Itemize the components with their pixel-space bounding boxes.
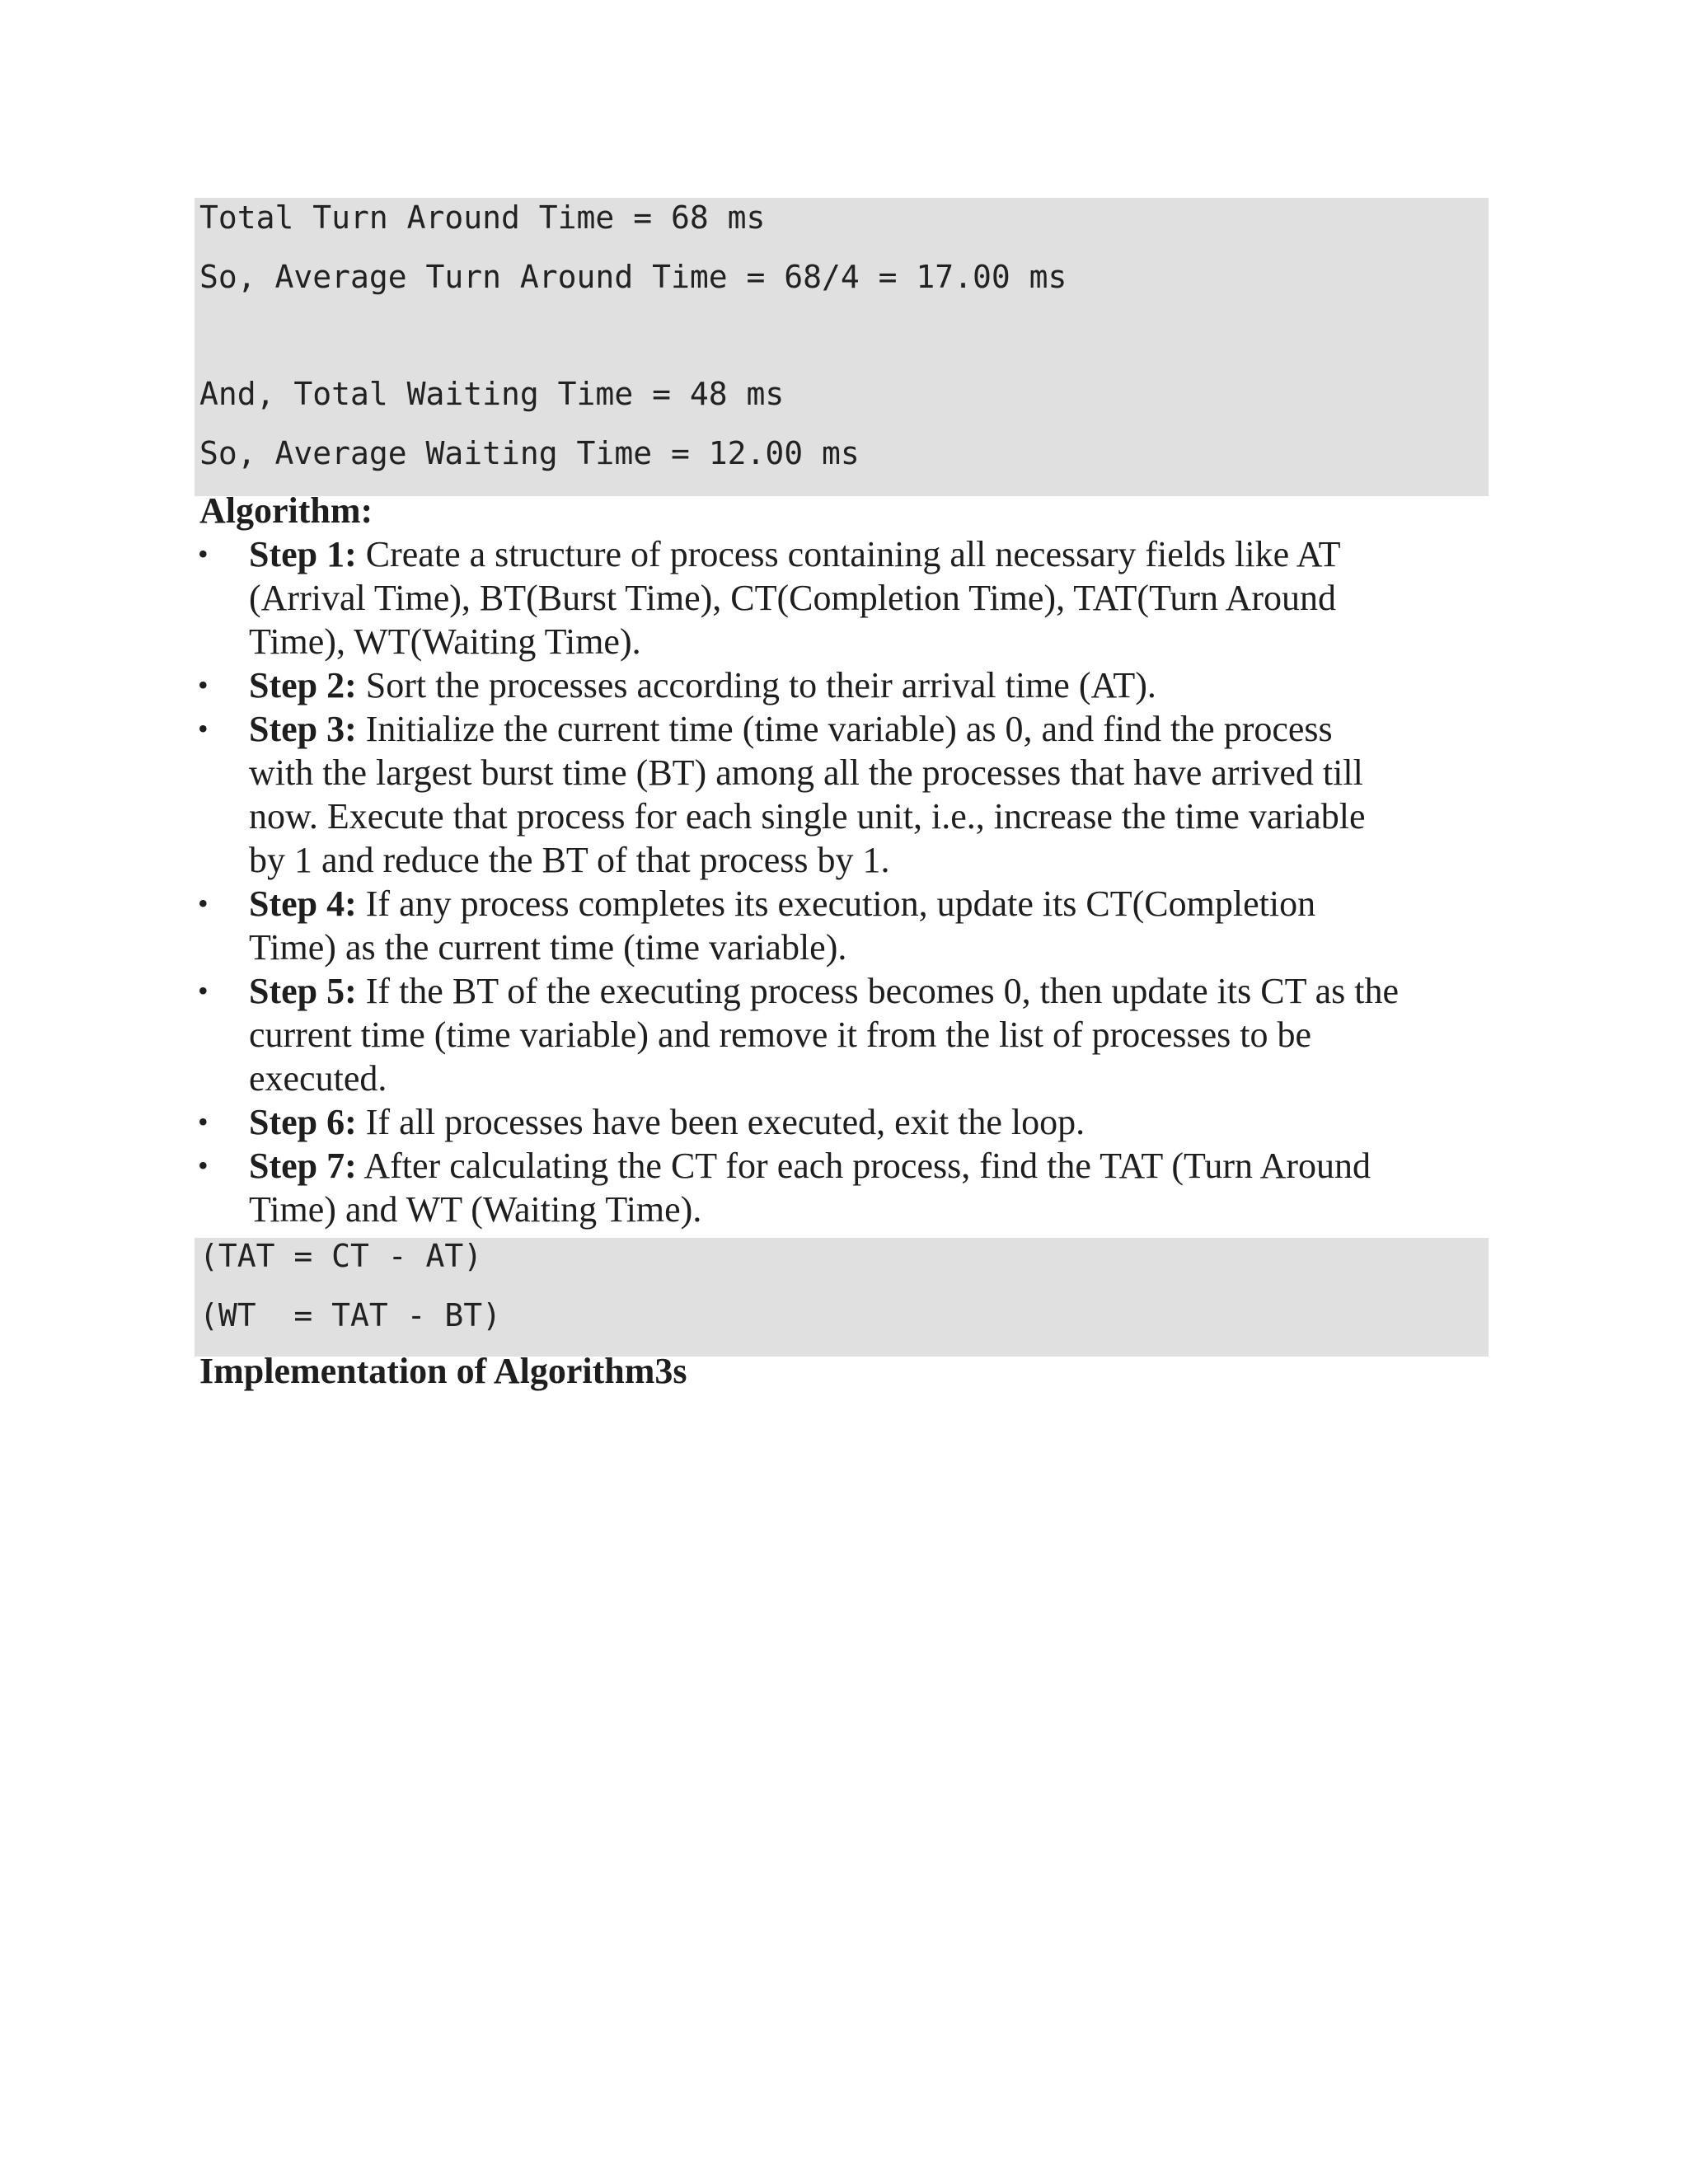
- bullet-icon: •: [198, 668, 209, 701]
- step-label: Step 4:: [249, 883, 357, 924]
- step-line: [249, 532, 1485, 576]
- step-line: (Arrival Time), BT(Burst Time), CT(Completion Time), TAT(Turn Around: [249, 578, 1337, 618]
- implementation-heading: Implementation of Algorithm3s: [199, 1351, 687, 1391]
- step-text: [249, 532, 1485, 663]
- step-label: Step 5:: [249, 971, 357, 1011]
- bullet-icon: •: [198, 887, 209, 920]
- step-text-segment: Initialize the current time (time variable) as 0, and find the process: [356, 709, 1333, 749]
- code-line-wt-formula: (WT = TAT - BT): [199, 1297, 502, 1333]
- step-label: Step 3:: [249, 709, 357, 749]
- step-line: by 1 and reduce the BT of that process by 1.: [249, 840, 890, 880]
- step-text-segment: Sort the processes according to their arrival time (AT).: [356, 665, 1156, 705]
- step-line: Time) and WT (Waiting Time).: [249, 1189, 702, 1230]
- step-line: [249, 663, 1485, 707]
- step-line: [249, 882, 1485, 926]
- bullet-icon: •: [198, 974, 209, 1007]
- step-text-segment: Create a structure of process containing all necessary fields like AT: [356, 534, 1341, 574]
- step-text: [249, 663, 1485, 707]
- bullet-icon: •: [198, 712, 209, 745]
- code-line-average-wt: So, Average Waiting Time = 12.00 ms: [199, 435, 860, 471]
- step-label: Step 1:: [249, 534, 357, 574]
- step-line: current time (time variable) and remove it from the list of processes to be: [249, 1015, 1311, 1055]
- algorithm-heading: Algorithm:: [199, 490, 373, 531]
- step-text-segment: If the BT of the executing process becomes 0, then update its CT as the: [356, 971, 1400, 1011]
- bullet-icon: •: [198, 537, 209, 570]
- step-line: now. Execute that process for each single unit, i.e., increase the time variable: [249, 796, 1366, 837]
- step-line: [249, 707, 1485, 751]
- bullet-icon: •: [198, 1105, 209, 1138]
- step-text-segment: After calculating the CT for each process, find the TAT (Turn Around: [356, 1146, 1372, 1186]
- step-line: [249, 969, 1485, 1013]
- step-line: [249, 1100, 1485, 1144]
- step-label: Step 6:: [249, 1102, 357, 1142]
- step-line: Time) as the current time (time variable).: [249, 927, 847, 968]
- step-text: [249, 882, 1485, 969]
- code-block-results: [195, 198, 1489, 496]
- code-line-total-wt: And, Total Waiting Time = 48 ms: [199, 376, 785, 412]
- step-text: [249, 969, 1485, 1100]
- code-block-formulas: [195, 1238, 1489, 1357]
- step-line: [249, 1144, 1485, 1188]
- step-text: [249, 707, 1485, 882]
- step-text: [249, 1100, 1485, 1144]
- code-line-total-tat: Total Turn Around Time = 68 ms: [199, 199, 766, 236]
- step-text-segment: If all processes have been executed, exit the loop.: [356, 1102, 1085, 1142]
- step-line: executed.: [249, 1058, 387, 1099]
- code-line-average-tat: So, Average Turn Around Time = 68/4 = 17.00 ms: [199, 259, 1067, 295]
- step-text-segment: If any process completes its execution, update its CT(Completion: [356, 883, 1316, 924]
- step-line: with the largest burst time (BT) among all the processes that have arrived till: [249, 752, 1363, 793]
- step-label: Step 2:: [249, 665, 357, 705]
- bullet-icon: •: [198, 1149, 209, 1182]
- step-label: Step 7:: [249, 1146, 357, 1186]
- step-line: Time), WT(Waiting Time).: [249, 621, 641, 662]
- code-line-tat-formula: (TAT = CT - AT): [199, 1238, 483, 1274]
- step-text: [249, 1144, 1485, 1231]
